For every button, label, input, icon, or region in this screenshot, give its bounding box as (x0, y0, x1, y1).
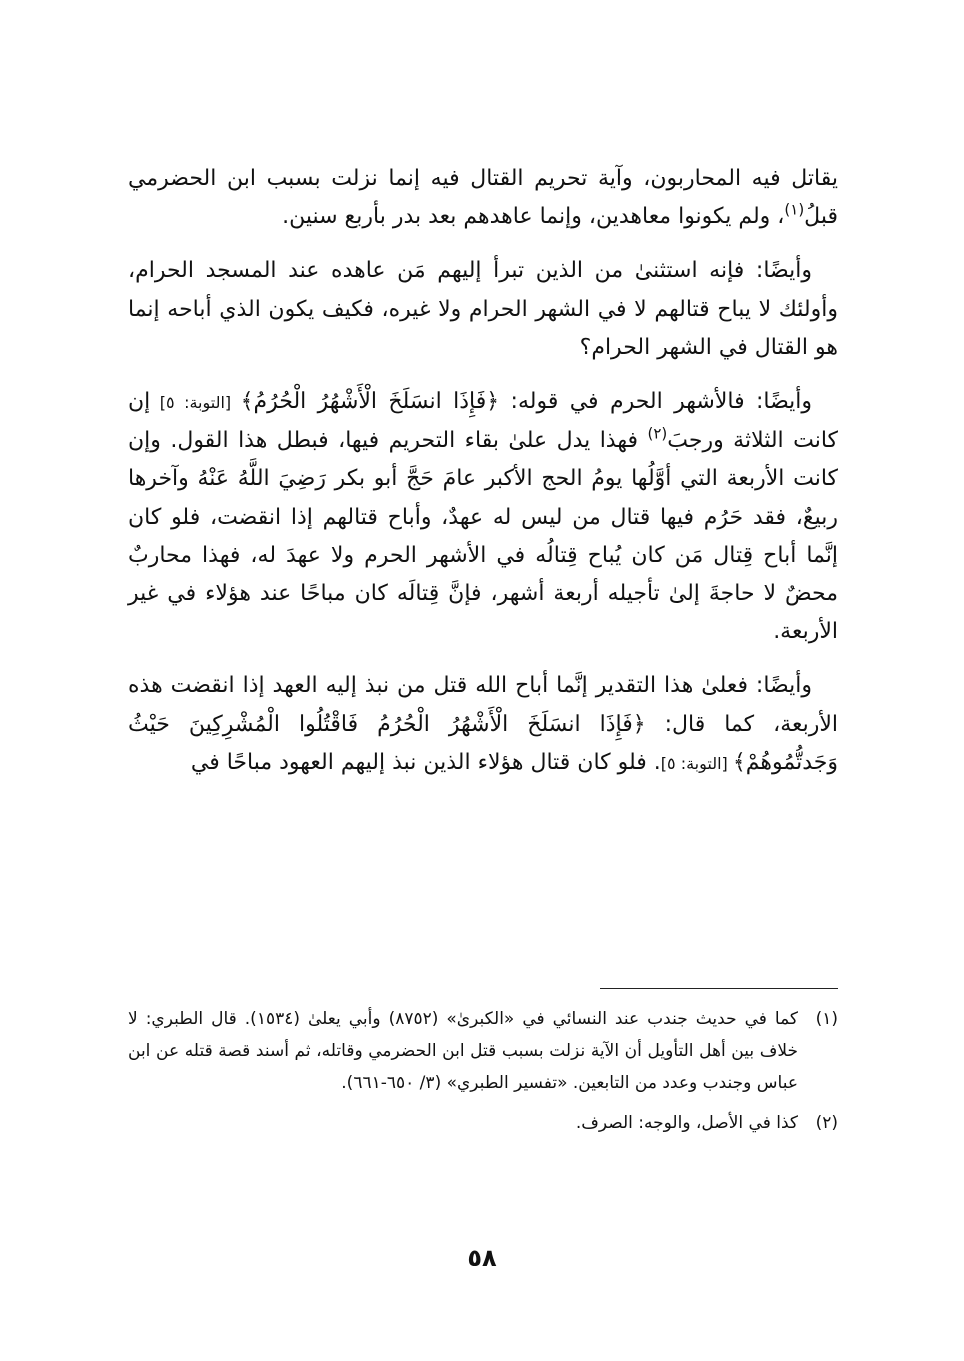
footnotes-section (128, 1003, 838, 1147)
paragraph-1-text-b: ، ولم يكونوا معاهدين، وإنما عاهدهم بعد بدر بأربع سنين. (282, 204, 785, 230)
paragraph-4-text-b: . فلو كان قتال هؤلاء الذين نبذ إليهم العهود مباحًا في (190, 749, 661, 775)
footnote-2 (128, 1107, 838, 1139)
quran-verse-2: ﴿فَإِذَا انسَلَخَ الْأَشْهُرُ الْحُرُمُ فَاقْتُلُوا الْمُشْرِكِينَ حَيْثُ وَجَدتُّمُوهُمْ﴾ (128, 711, 838, 775)
footnote-1-number: (١) (815, 1009, 838, 1029)
footnote-marker-2[interactable]: (٢) (647, 424, 668, 443)
footnote-2-text: كذا في الأصل، والوجه: الصرف. (575, 1113, 798, 1133)
paragraph-1 (128, 160, 838, 236)
footnote-marker-1[interactable]: (١) (784, 200, 805, 219)
paragraph-2 (128, 252, 838, 367)
page-number: ٥٨ (467, 1244, 497, 1272)
paragraph-3-text-c: فهذا يدل علىٰ بقاء التحريم فيها، فبطل هذا القول. وإن كانت الأربعة التي أوَّلُها يومُ الحج الأكبر عامَ حَجَّ أبو بكر رَضِيَ اللَّهُ عَنْهُ وآخرها ربيعٌ، فقد حَرُم فيها قتال من ليس له عهدٌ، وأباح قتالهم إذا انقضت، فلو كان إنَّما أباح قِتال مَن كان يُباح قِتالُه في الأشهر الحرم ولا عهدَ له، فهذا محاربٌ محضٌ لا حاجةَ إلىٰ تأجيله أربعة أشهر، فإنَّ قِتالَه كان مباحًا عند هؤلاء في غير الأربعة. (128, 428, 838, 645)
quran-verse-1: ﴿فَإِذَا انسَلَخَ الْأَشْهُرُ الْحُرُمُ﴾ (240, 389, 500, 415)
paragraph-4 (128, 667, 838, 783)
paragraph-3-text-b: إن كانت الثلاثة ورجبَ (128, 389, 838, 454)
footnote-separator (600, 988, 838, 989)
paragraph-2-text: وأيضًا: فإنه استثنىٰ من الذين تبرأ إليهم مَن عاهده عند المسجد الحرام، وأولئك لا يباح قتالهم لا في الشهر الحرام ولا غيره، فكيف يكون الذي أباحه إنما هو القتال في الشهر الحرام؟ (128, 258, 838, 360)
paragraph-3-text-a: وأيضًا: فالأشهر الحرم في قوله: (499, 389, 813, 415)
footnote-2-number: (٢) (815, 1113, 838, 1133)
verse-reference-2: [التوبة: ٥] (660, 753, 733, 773)
footnote-1-text: كما في حديث جندب عند النسائي في «الكبرىٰ» (٨٧٥٢) وأبي يعلىٰ (١٥٣٤). قال الطبري: لا خلاف بين أهل التأويل أن الآية نزلت بسبب قتل ابن الحضرمي وقاتله، ثم أسند قصة قتله عن ابن عباس وجندب وعدد من التابعين. «تفسير الطبري» (٣/ ٦٥٠-٦٦١). (128, 1009, 798, 1093)
main-text (128, 160, 838, 799)
verse-reference-1: [التوبة: ٥] (150, 393, 241, 413)
footnote-1 (128, 1003, 838, 1099)
paragraph-1-text-a: يقاتل فيه المحاربون، وآية تحريم القتال فيه إنما نزلت بسبب ابن الحضرمي قبلُ (128, 166, 838, 230)
paragraph-3 (128, 383, 838, 651)
paragraph-4-text-a: وأيضًا: فعلىٰ هذا التقدير إنَّما أباح الله قتل من نبذ إليه العهد إذا انقضت هذه الأربعة، كما قال: (128, 673, 839, 737)
